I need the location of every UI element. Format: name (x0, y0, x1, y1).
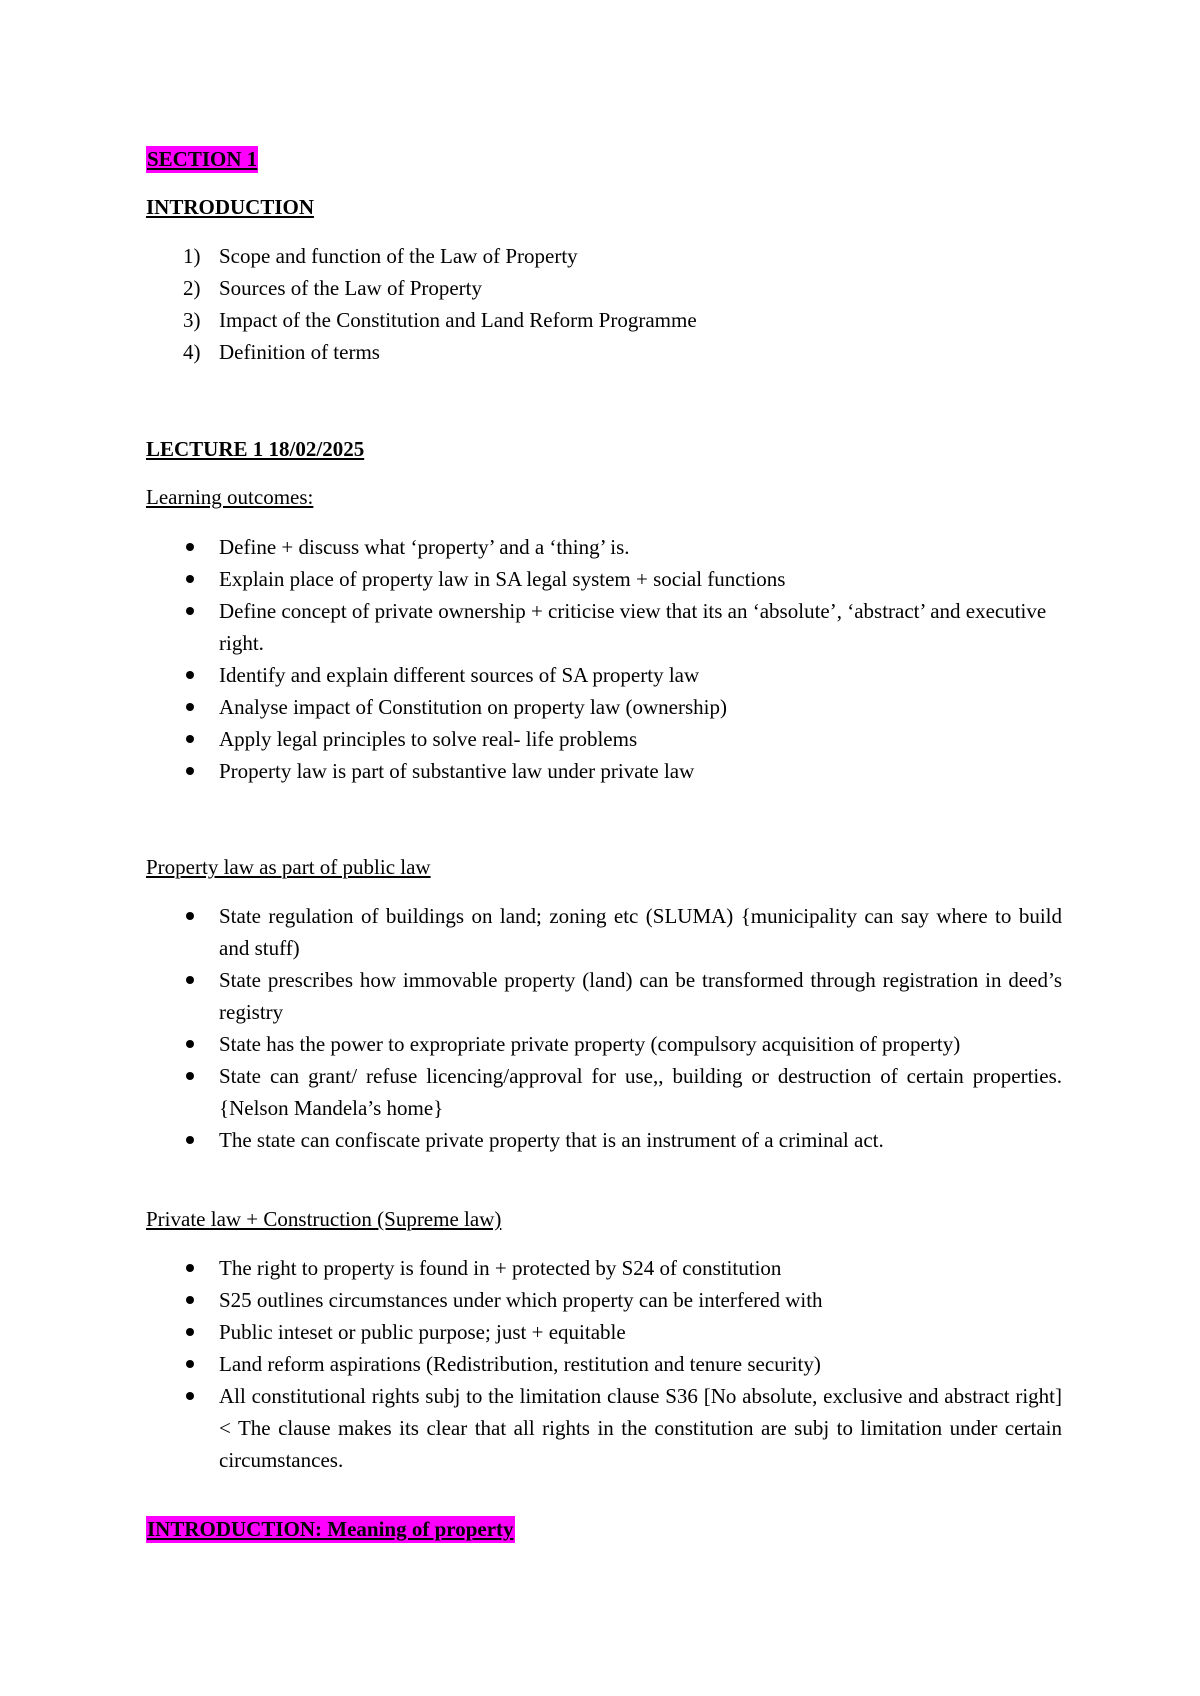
bullet-item (146, 531, 1062, 563)
bullet-dot-icon (186, 976, 194, 984)
bullet-item-text: Define concept of private ownership + criticise view that its an ‘absolute’, ‘abstract’ and executive right. (219, 599, 1047, 655)
bullet-item (146, 1124, 1062, 1156)
bullet-item-text: State prescribes how immovable property (land) can be transformed through registration in deed’s registry (219, 968, 1062, 1024)
bullet-item (146, 1380, 1062, 1476)
bullet-dot-icon (186, 703, 194, 711)
private-law-heading-text: Private law + Construction (Supreme law) (146, 1207, 502, 1231)
list-item (146, 304, 1062, 336)
bullet-dot-icon (186, 1264, 194, 1272)
bullet-item-text: Explain place of property law in SA legal system + social functions (219, 567, 786, 591)
bullet-item-text: Public inteset or public purpose; just + equitable (219, 1320, 626, 1344)
bullet-item-text: All constitutional rights subj to the limitation clause S36 [No absolute, exclusive and abstract right] < The clause makes its clear that all rights in the constitution are subj to limitation under certain circumstances. (219, 1384, 1062, 1472)
bullet-item-text: State regulation of buildings on land; zoning etc (SLUMA) {municipality can say where to build and stuff) (219, 904, 1062, 960)
bullet-item (146, 964, 1062, 1028)
list-number: 1) (183, 244, 201, 268)
meaning-heading (146, 1516, 515, 1543)
bullet-item-text: Land reform aspirations (Redistribution, restitution and tenure security) (219, 1352, 821, 1376)
private-law-list (146, 1252, 1062, 1476)
intro-heading (146, 194, 314, 221)
bullet-item (146, 900, 1062, 964)
intro-heading-text: INTRODUCTION (146, 195, 315, 219)
list-item (146, 272, 1062, 304)
list-item-text: Impact of the Constitution and Land Reform Programme (219, 308, 697, 332)
section-heading (146, 146, 258, 173)
bullet-dot-icon (186, 1392, 194, 1400)
bullet-dot-icon (186, 735, 194, 743)
bullet-dot-icon (186, 543, 194, 551)
bullet-dot-icon (186, 575, 194, 583)
list-item-text: Scope and function of the Law of Property (219, 244, 578, 268)
bullet-item (146, 691, 1062, 723)
bullet-item (146, 1316, 1062, 1348)
list-item (146, 336, 1062, 368)
bullet-item-text: S25 outlines circumstances under which property can be interfered with (219, 1288, 823, 1312)
list-item-text: Sources of the Law of Property (219, 276, 483, 300)
learning-outcomes-label (146, 484, 313, 511)
bullet-item-text: Apply legal principles to solve real- life problems (219, 727, 638, 751)
bullet-item (146, 1252, 1062, 1284)
list-item-text: Definition of terms (219, 340, 380, 364)
bullet-item (146, 755, 1062, 787)
learning-outcomes-label-text: Learning outcomes: (146, 485, 314, 509)
bullet-dot-icon (186, 767, 194, 775)
section-label: SECTION 1 (147, 147, 258, 171)
private-law-heading (146, 1206, 501, 1233)
bullet-dot-icon (186, 1136, 194, 1144)
bullet-item (146, 595, 1062, 659)
bullet-item-text: The state can confiscate private property that is an instrument of a criminal act. (219, 1128, 884, 1152)
bullet-dot-icon (186, 671, 194, 679)
list-item (146, 240, 1062, 272)
meaning-heading-text: INTRODUCTION: Meaning of property (147, 1517, 514, 1541)
bullet-dot-icon (186, 1072, 194, 1080)
bullet-dot-icon (186, 607, 194, 615)
bullet-item (146, 723, 1062, 755)
bullet-item (146, 1284, 1062, 1316)
public-law-heading (146, 854, 431, 881)
list-number: 2) (183, 276, 201, 300)
list-number: 3) (183, 308, 201, 332)
learning-outcomes-list (146, 531, 1062, 787)
bullet-dot-icon (186, 1360, 194, 1368)
bullet-item (146, 1348, 1062, 1380)
bullet-item-text: Property law is part of substantive law under private law (219, 759, 695, 783)
bullet-item (146, 1060, 1062, 1124)
bullet-item (146, 563, 1062, 595)
public-law-list (146, 900, 1062, 1156)
bullet-item-text: Define + discuss what ‘property’ and a ‘thing’ is. (219, 535, 630, 559)
lecture-heading-text: LECTURE 1 18/02/2025 (146, 437, 365, 461)
bullet-dot-icon (186, 1040, 194, 1048)
lecture-heading (146, 436, 364, 463)
bullet-item (146, 659, 1062, 691)
bullet-item-text: Analyse impact of Constitution on property law (ownership) (219, 695, 727, 719)
bullet-item-text: State can grant/ refuse licencing/approval for use,, building or destruction of certain properties. {Nelson Mandela’s home} (219, 1064, 1062, 1120)
bullet-item (146, 1028, 1062, 1060)
public-law-heading-text: Property law as part of public law (146, 855, 431, 879)
intro-list (146, 240, 1062, 368)
bullet-item-text: State has the power to expropriate private property (compulsory acquisition of property) (219, 1032, 961, 1056)
bullet-item-text: The right to property is found in + protected by S24 of constitution (219, 1256, 782, 1280)
bullet-dot-icon (186, 1296, 194, 1304)
bullet-item-text: Identify and explain different sources of SA property law (219, 663, 700, 687)
list-number: 4) (183, 340, 201, 364)
bullet-dot-icon (186, 912, 194, 920)
bullet-dot-icon (186, 1328, 194, 1336)
